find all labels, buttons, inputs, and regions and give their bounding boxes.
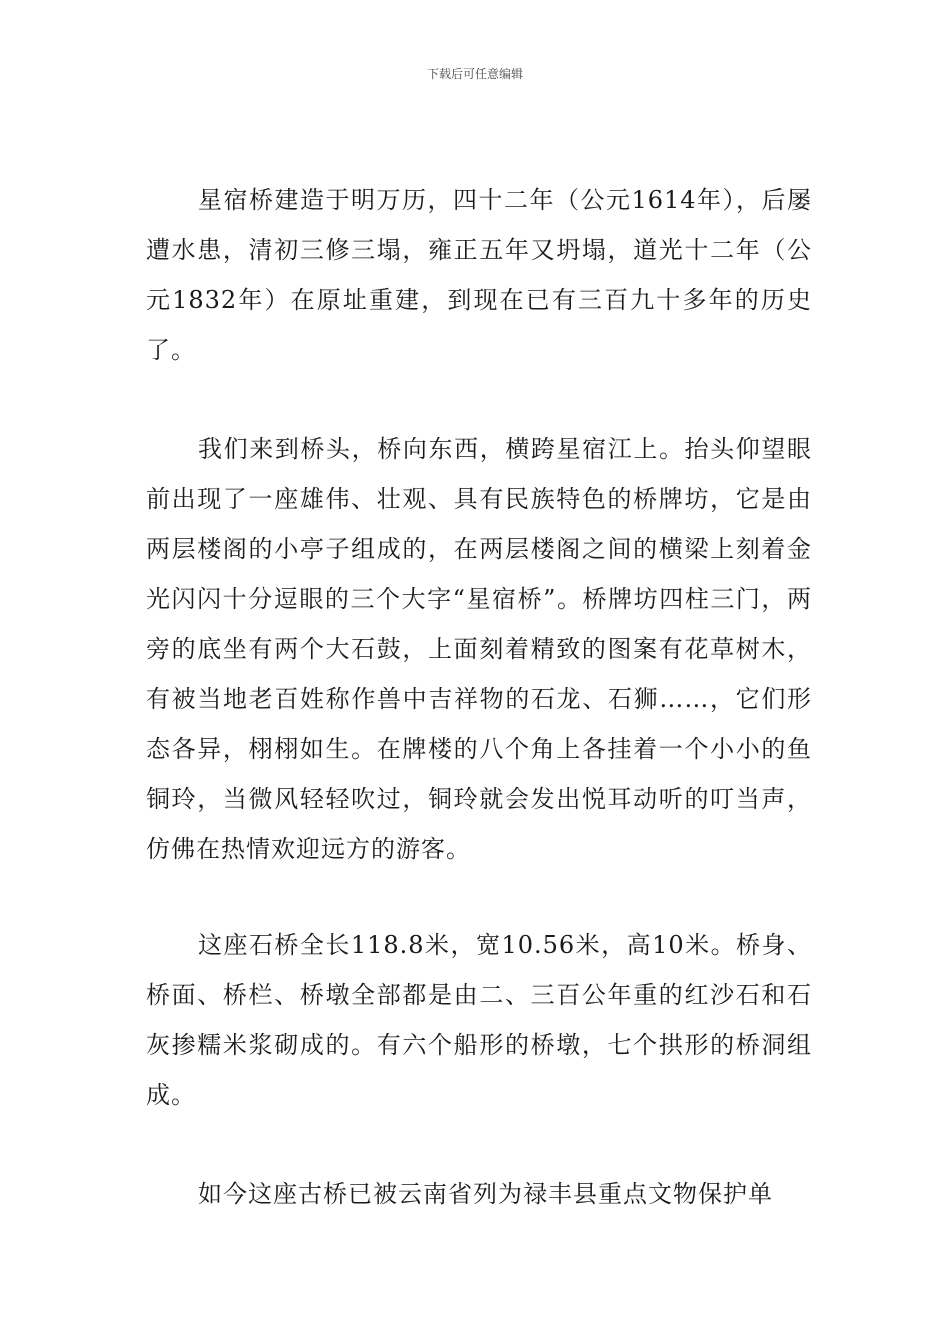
paragraph-dimensions: 这座石桥全长118.8米，宽10.56米，高10米。桥身、桥面、桥栏、桥墩全部都是由二、三百公年重的红沙石和石灰掺糯米浆砌成的。有六个船形的桥墩，七个拱形的桥洞组成。 bbox=[146, 931, 812, 1109]
paragraph-protection: 如今这座古桥已被云南省列为禄丰县重点文物保护单 bbox=[198, 1180, 773, 1208]
paragraph-history: 星宿桥建造于明万历，四十二年（公元1614年），后屡遭水患，清初三修三塌，雍正五年又坍塌，道光十二年（公元1832年）在原址重建，到现在已有三百九十多年的历史了。 bbox=[146, 186, 812, 364]
header-note: 下载后可任意编辑 bbox=[426, 67, 523, 81]
paragraph-archway: 我们来到桥头，桥向东西，横跨星宿江上。抬头仰望眼前出现了一座雄伟、壮观、具有民族特色的桥牌坊，它是由两层楼阁的小亭子组成的，在两层楼阁之间的横梁上刻着金光闪闪十分逗眼的三个大字“星宿桥”。桥牌坊四柱三门，两旁的底坐有两个大石鼓，上面刻着精致的图案有花草树木，有被当地老百姓称作兽中吉祥物的石龙、石狮……，它们形态各异，栩栩如生。在牌楼的八个角上各挂着一个小小的鱼铜玲，当微风轻轻吹过，铜玲就会发出悦耳动听的叮当声，仿佛在热情欢迎远方的游客。 bbox=[146, 435, 812, 863]
